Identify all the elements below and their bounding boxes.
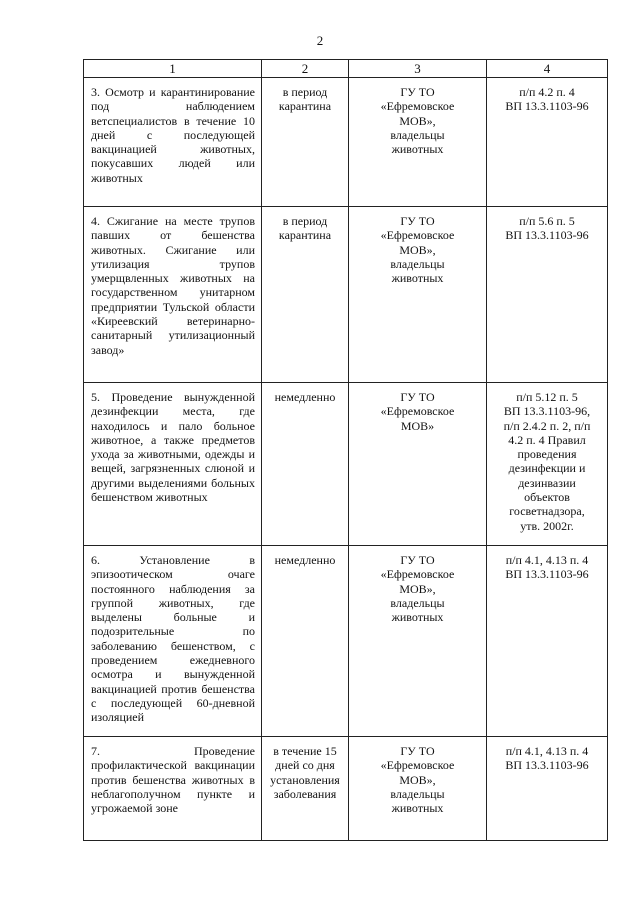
- basis-cell: [487, 383, 608, 546]
- table-row: [84, 383, 608, 546]
- basis-text: п/п 5.12 п. 5 ВП 13.3.1103-96, п/п 2.4.2 п. 2, п/п 4.2 п. 4 Правил проведения дезинфекции и дезинвазии объектов госветнадзора, утв. 2002г.: [503, 390, 591, 533]
- measure-text: 7. Проведение профилактической вакцинации против бешенства животных в неблагополучном пункте и угрожаемой зоне: [91, 744, 255, 816]
- term-text: немедленно: [274, 390, 336, 404]
- table-header-row: [84, 60, 608, 78]
- term-cell: [262, 546, 349, 737]
- basis-text: п/п 5.6 п. 5 ВП 13.3.1103-96: [505, 214, 589, 243]
- term-cell: [262, 737, 349, 841]
- basis-text: п/п 4.1, 4.13 п. 4 ВП 13.3.1103-96: [505, 553, 589, 582]
- executor-cell: [349, 78, 487, 207]
- basis-text: п/п 4.2 п. 4 ВП 13.3.1103-96: [505, 85, 589, 114]
- basis-cell: [487, 207, 608, 383]
- term-text: в период карантина: [278, 214, 332, 243]
- term-text: в течение 15 дней со дня установления заболевания: [270, 744, 340, 801]
- table-row: [84, 207, 608, 383]
- measure-cell: [84, 383, 262, 546]
- measure-text: 6. Установление в эпизоотическом очаге постоянного наблюдения за группой животных, где выделены больные и подозрительные по заболеванию бешенством, с проведением ежедневного осмотра и вынужденной вакцинацией против бешенства с последующей 60-дневной изоляцией: [91, 553, 255, 725]
- column-header-1: 1: [84, 60, 262, 78]
- measure-cell: [84, 737, 262, 841]
- term-cell: [262, 207, 349, 383]
- executor-text: ГУ ТО «Ефремовское МОВ»: [380, 390, 455, 433]
- executor-cell: [349, 546, 487, 737]
- executor-cell: [349, 737, 487, 841]
- term-cell: [262, 383, 349, 546]
- table-row: [84, 546, 608, 737]
- executor-text: ГУ ТО «Ефремовское МОВ», владельцы животных: [380, 744, 455, 816]
- column-header-4: 4: [487, 60, 608, 78]
- page-number: 2: [316, 33, 324, 48]
- measure-text: 4. Сжигание на месте трупов павших от бешенства животных. Сжигание или утилизация трупов умерщвленных животных на государственном унитарном предприятии Тульской области «Киреевский ветеринарно-санитарный утилизационный завод»: [91, 214, 255, 357]
- executor-text: ГУ ТО «Ефремовское МОВ», владельцы животных: [380, 214, 455, 286]
- measure-cell: [84, 207, 262, 383]
- measure-text: 3. Осмотр и карантинирование под наблюдением ветспециалистов в течение 10 дней с последующей вакцинацией животных, покусавших людей или животных: [91, 85, 255, 185]
- executor-text: ГУ ТО «Ефремовское МОВ», владельцы животных: [380, 553, 455, 625]
- measure-cell: [84, 78, 262, 207]
- executor-cell: [349, 207, 487, 383]
- measure-cell: [84, 546, 262, 737]
- executor-cell: [349, 383, 487, 546]
- column-header-3: 3: [349, 60, 487, 78]
- basis-text: п/п 4.1, 4.13 п. 4 ВП 13.3.1103-96: [505, 744, 589, 773]
- table-row: [84, 737, 608, 841]
- basis-cell: [487, 78, 608, 207]
- table-row: [84, 78, 608, 207]
- executor-text: ГУ ТО «Ефремовское МОВ», владельцы животных: [380, 85, 455, 157]
- measures-table: [83, 59, 608, 841]
- basis-cell: [487, 546, 608, 737]
- term-text: немедленно: [274, 553, 336, 567]
- term-text: в период карантина: [278, 85, 332, 114]
- term-cell: [262, 78, 349, 207]
- column-header-2: 2: [262, 60, 349, 78]
- measure-text: 5. Проведение вынужденной дезинфекции места, где находилось и пало больное животное, а также предметов ухода за животными, одежды и вещей, загрязненных слюной и другими выделениями больных бешенством животных: [91, 390, 255, 505]
- basis-cell: [487, 737, 608, 841]
